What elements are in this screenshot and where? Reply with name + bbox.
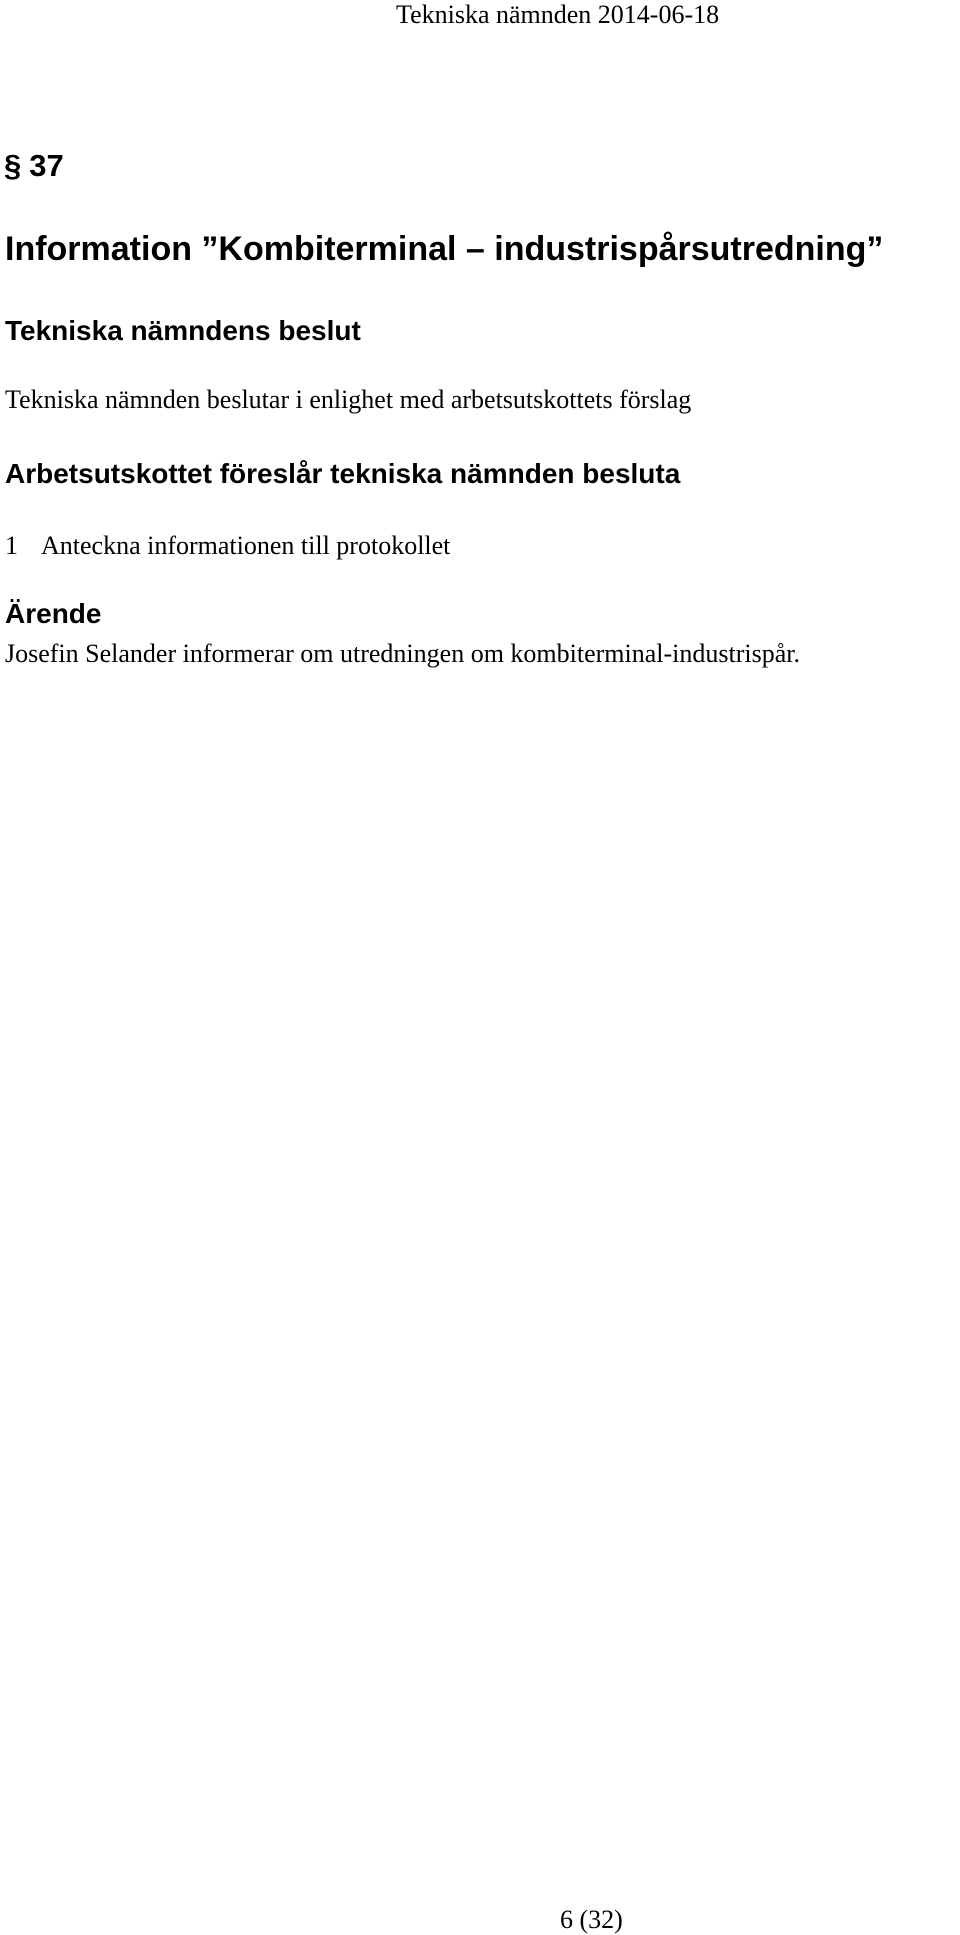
section-number-value: 37 — [29, 148, 64, 183]
proposal-list-item — [5, 530, 450, 562]
proposal-heading: Arbetsutskottet föreslår tekniska nämnden besluta — [5, 458, 681, 489]
decision-text: Tekniska nämnden beslutar i enlighet med arbetsutskottets förslag — [5, 385, 692, 414]
page-header: Tekniska nämnden 2014-06-18 — [396, 0, 720, 29]
decision-heading: Tekniska nämndens beslut — [5, 315, 361, 346]
errand-heading: Ärende — [5, 598, 102, 629]
proposal-item-text: Anteckna informationen till protokollet — [41, 531, 451, 560]
section-mark: § — [4, 148, 22, 183]
item-title: Information ”Kombiterminal – industrispårsutredning” — [5, 230, 884, 268]
proposal-item-number: 1 — [5, 531, 18, 560]
section-number — [4, 148, 64, 184]
page-number: 6 (32) — [560, 1905, 623, 1934]
errand-text: Josefin Selander informerar om utredningen om kombiterminal-industrispår. — [5, 639, 800, 668]
